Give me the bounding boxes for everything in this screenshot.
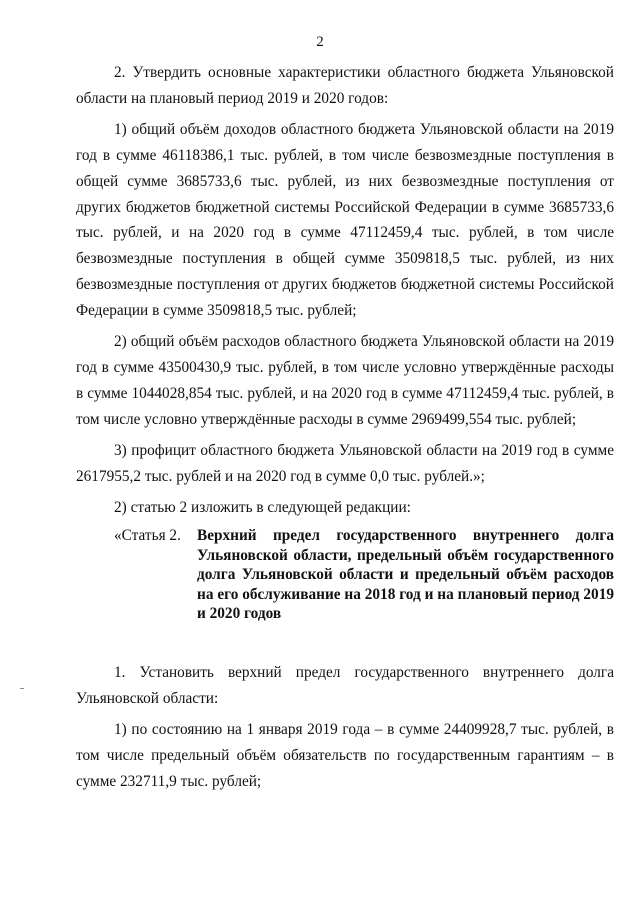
paragraph-subitem-1-revenues: 1) общий объём доходов областного бюджета Ульяновской области на 2019 год в сумме 46118386,1 тыс. рублей, в том числе безвозмездные поступления в общей сумме 3685733,6 тыс. рублей, из них безвозмездные поступления от других бюджетов бюджетной системы Российской Федерации в сумме 3685733,6 тыс. рублей, и на 2020 год в сумме 47112459,4 тыс. рублей, в том числе безвозмездные поступления в общей сумме 3509818,5 тыс. рублей, из них безвозмездные поступления от других бюджетов бюджетной системы Российской Федерации в сумме 3509818,5 тыс. рублей;: [76, 120, 614, 320]
paragraph-subitem-2-expenses: 2) общий объём расходов областного бюджета Ульяновской области на 2019 год в сумме 43500430,9 тыс. рублей, в том числе условно утверждённые расходы в сумме 1044028,854 тыс. рублей, и на 2020 год в сумме 47112459,4 тыс. рублей, в том числе условно утверждённые расходы в сумме 2969499,554 тыс. рублей;: [76, 333, 614, 428]
paragraph-item-2-approve: 2. Утвердить основные характеристики областного бюджета Ульяновской области на плановый период 2019 и 2020 годов:: [76, 64, 614, 107]
page-number: 2: [316, 34, 324, 50]
article-heading: [76, 526, 614, 624]
article-title: Верхний предел государственного внутреннего долга Ульяновской области, предельный объём государственного долга Ульяновской области и предельный объём расходов на его обслуживание на 2018 год и на плановый период 2019 и 2020 годов: [197, 527, 614, 623]
paragraph-subitem-1-debt-2019: 1) по состоянию на 1 января 2019 года – в сумме 24409928,7 тыс. рублей, в том числе предельный объём обязательств по государственным гарантиям – в сумме 232711,9 тыс. рублей;: [76, 720, 614, 790]
paragraph-article-2-amend: 2) статью 2 изложить в следующей редакции:: [114, 498, 411, 516]
paragraph-subitem-3-surplus: 3) профицит областного бюджета Ульяновской области на 2019 год в сумме 2617955,2 тыс. рублей и на 2020 год в сумме 0,0 тыс. рублей.»;: [76, 441, 614, 485]
document-body: [76, 60, 614, 794]
article-prefix: «Статья 2.: [114, 527, 181, 545]
paragraph-item-1-debt-limit: 1. Установить верхний предел государственного внутреннего долга Ульяновской области:: [76, 663, 614, 707]
section-spacer: [76, 624, 614, 660]
scan-margin-mark: [20, 688, 24, 689]
